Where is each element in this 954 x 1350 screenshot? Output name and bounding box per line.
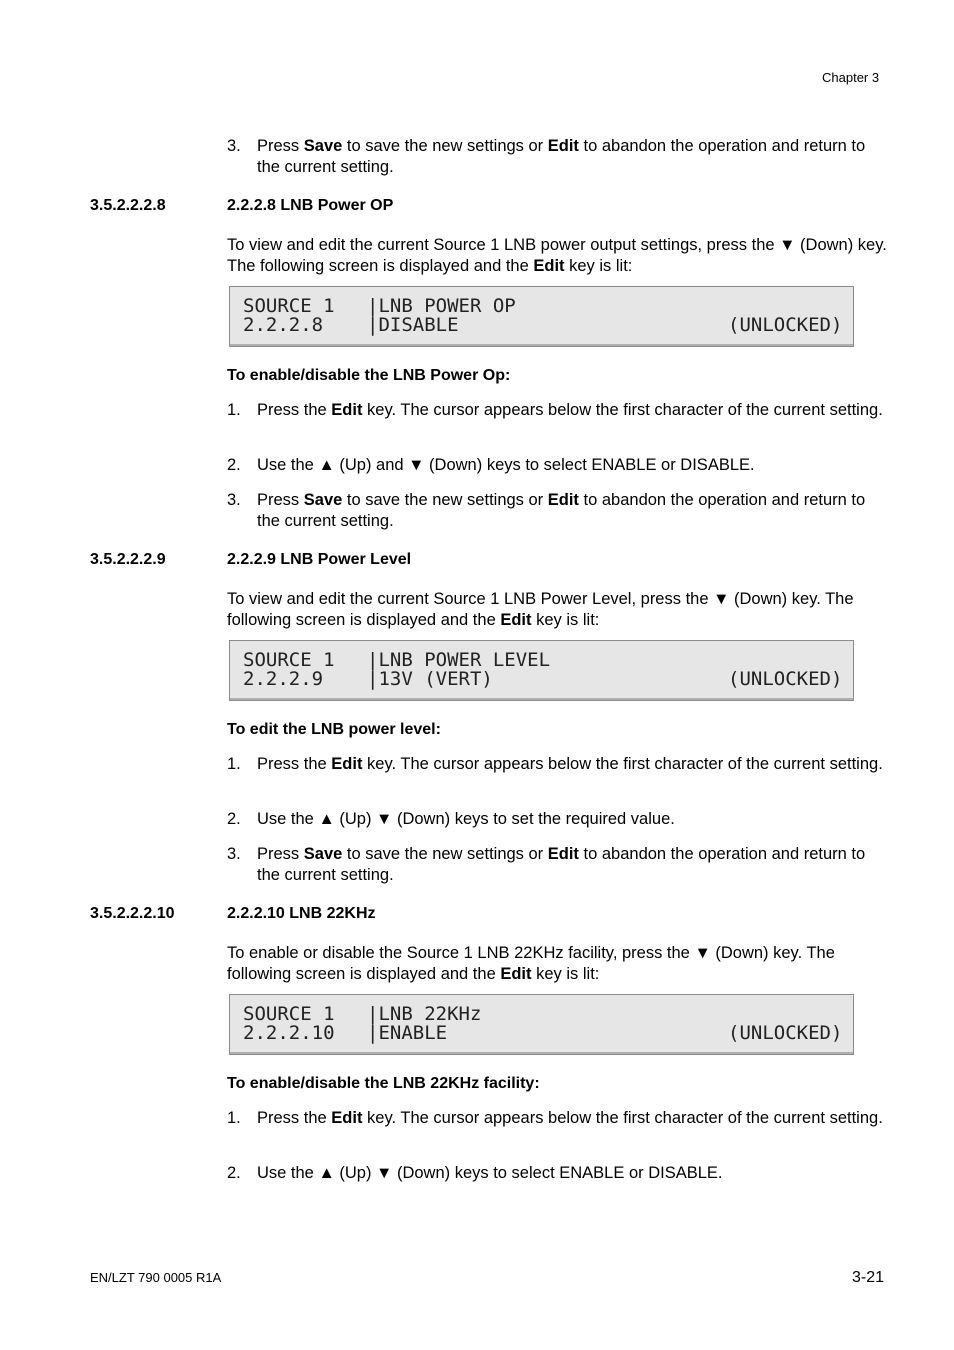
step-text: Use the ▲ (Up) and ▼ (Down) keys to select ENABLE or DISABLE.	[257, 456, 755, 474]
lcd-source: SOURCE 1	[243, 295, 335, 317]
section-title: 2.2.2.10 LNB 22KHz	[227, 905, 376, 922]
step-text: Press Save to save the new settings or Edit to abandon the operation and return to the current setting.	[257, 137, 866, 176]
lcd-status: (UNLOCKED)	[728, 314, 843, 336]
page-number: 3-21	[852, 1269, 885, 1286]
section-number: 3.5.2.2.2.8	[90, 197, 166, 214]
section-intro: To view and edit the current Source 1 LNB power output settings, press the ▼ (Down) key. The following screen is displayed and the Edit key is lit:	[227, 236, 887, 275]
subheading: To edit the LNB power level:	[227, 721, 441, 738]
section-number: 3.5.2.2.2.10	[90, 905, 175, 922]
lcd-value: |DISABLE	[367, 314, 459, 336]
step-number: 3.	[227, 137, 241, 155]
step-text: Press the Edit key. The cursor appears below the first character of the current setting.	[257, 1109, 883, 1127]
lcd-param: |LNB POWER OP	[367, 295, 516, 317]
lcd-param: |LNB 22KHz	[367, 1003, 482, 1025]
step-text: Press Save to save the new settings or Edit to abandon the operation and return to the current setting.	[257, 491, 866, 530]
step-number: 1.	[227, 1109, 241, 1127]
lcd-screen	[229, 286, 854, 347]
lcd-screen	[229, 640, 854, 701]
step-text: Press the Edit key. The cursor appears below the first character of the current setting.	[257, 401, 883, 419]
section-number: 3.5.2.2.2.9	[90, 551, 166, 568]
lcd-value: |13V (VERT)	[367, 668, 493, 690]
subheading: To enable/disable the LNB Power Op:	[227, 367, 511, 384]
step-text: Use the ▲ (Up) ▼ (Down) keys to select ENABLE or DISABLE.	[257, 1164, 723, 1182]
lcd-menu: 2.2.2.10	[243, 1022, 335, 1044]
lcd-screen	[229, 994, 854, 1055]
step-number: 1.	[227, 401, 241, 419]
lcd-source: SOURCE 1	[243, 1003, 335, 1025]
lcd-status: (UNLOCKED)	[728, 1022, 843, 1044]
lcd-source: SOURCE 1	[243, 649, 335, 671]
lcd-menu: 2.2.2.8	[243, 314, 324, 336]
step-number: 1.	[227, 755, 241, 773]
chapter-label: Chapter 3	[822, 70, 880, 85]
step-number: 2.	[227, 810, 241, 828]
step-text: Use the ▲ (Up) ▼ (Down) keys to set the required value.	[257, 810, 675, 828]
section-title: 2.2.2.8 LNB Power OP	[227, 197, 394, 214]
section-intro: To enable or disable the Source 1 LNB 22KHz facility, press the ▼ (Down) key. The following screen is displayed and the Edit key is lit:	[227, 944, 835, 983]
lcd-param: |LNB POWER LEVEL	[367, 649, 551, 671]
subheading: To enable/disable the LNB 22KHz facility:	[227, 1075, 540, 1092]
document-id: EN/LZT 790 0005 R1A	[90, 1270, 222, 1285]
step-text: Press the Edit key. The cursor appears below the first character of the current setting.	[257, 755, 883, 773]
lcd-menu: 2.2.2.9	[243, 668, 324, 690]
section-title: 2.2.2.9 LNB Power Level	[227, 551, 412, 568]
step-number: 3.	[227, 491, 241, 509]
lcd-value: |ENABLE	[367, 1022, 448, 1044]
step-number: 2.	[227, 456, 241, 474]
step-number: 2.	[227, 1164, 241, 1182]
lcd-status: (UNLOCKED)	[728, 668, 843, 690]
step-number: 3.	[227, 845, 241, 863]
step-text: Press Save to save the new settings or Edit to abandon the operation and return to the current setting.	[257, 845, 866, 884]
section-intro: To view and edit the current Source 1 LNB Power Level, press the ▼ (Down) key. The following screen is displayed and the Edit key is lit:	[227, 590, 854, 629]
